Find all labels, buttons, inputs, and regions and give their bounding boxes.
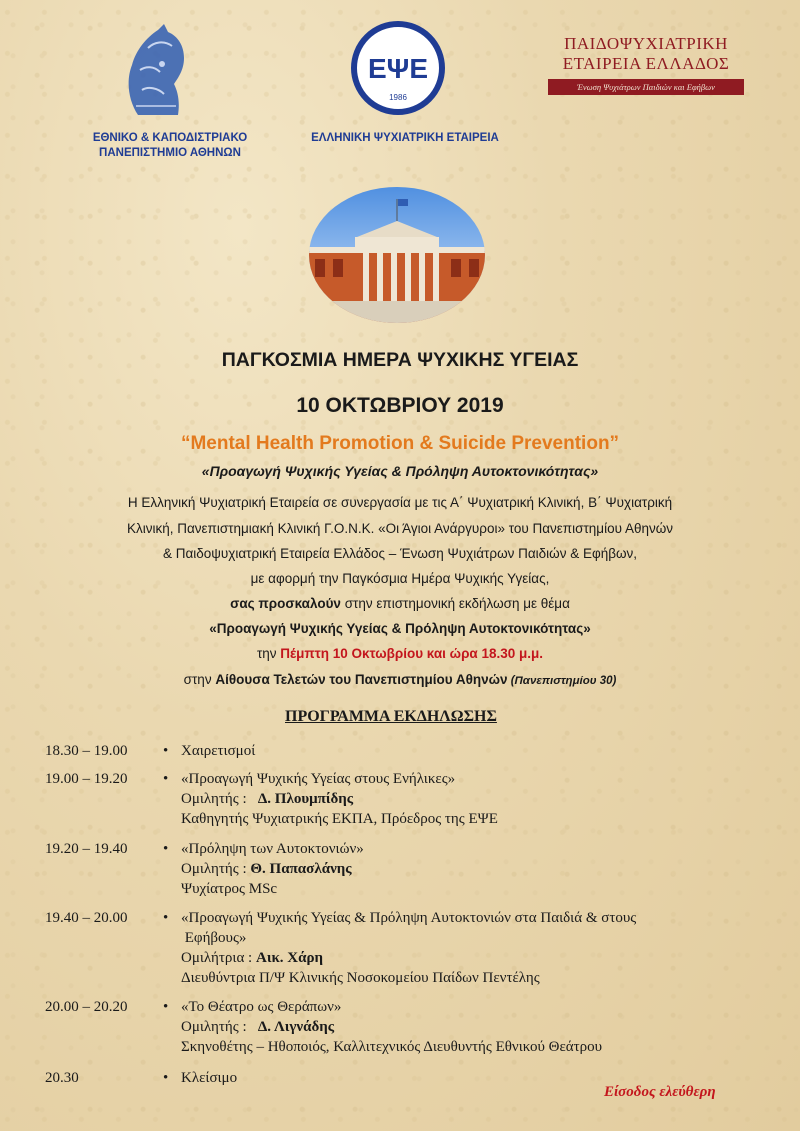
intro-line-3: & Παιδοψυχιατρική Εταιρεία Ελλάδος – Ένωση Ψυχιάτρων Παιδιών & Εφήβων, <box>162 546 638 561</box>
pp-band: Ένωση Ψυχιάτρων Παιδιών και Εφήβων <box>548 79 744 95</box>
event-datetime: Πέμπτη 10 Οκτωβρίου και ώρα 18.30 μ.μ. <box>280 646 544 661</box>
eps-logo-letters: ΕΨΕ <box>367 53 429 84</box>
program-time: 19.40 – 20.00 <box>45 910 128 926</box>
program-time: 18.30 – 19.00 <box>45 743 128 759</box>
child-psychiatric-society-logo <box>548 34 744 95</box>
bullet: • <box>163 1070 169 1086</box>
pp-line1: ΠΑΙΔΟΨΥΧΙΑΤΡΙΚΗ <box>564 34 728 53</box>
eps-logo <box>350 20 446 116</box>
speaker-label: Ομιλητής : <box>181 861 251 877</box>
program-topic: Χαιρετισμοί <box>181 743 256 759</box>
university-building-image <box>307 185 487 325</box>
eps-name: ΕΛΛΗΝΙΚΗ ΨΥΧΙΑΤΡΙΚΗ ΕΤΑΙΡΕΙΑ <box>311 132 499 144</box>
program-topic-cont: Εφήβους» <box>181 930 247 946</box>
intro-line-6: «Προαγωγή Ψυχικής Υγείας & Πρόληψη Αυτοκτονικότητας» <box>209 621 591 636</box>
speaker-role: Διευθύντρια Π/Ψ Κλινικής Νοσοκομείου Παίδων Πεντέλης <box>181 970 540 986</box>
program-topic: «Πρόληψη των Αυτοκτονιών» <box>181 841 364 857</box>
speaker-label: Ομιλητής : <box>181 791 258 807</box>
bullet: • <box>163 743 169 759</box>
program-topic: «Προαγωγή Ψυχικής Υγείας & Πρόληψη Αυτοκτονιών στα Παιδιά & στους <box>181 910 637 926</box>
athena-head-logo <box>118 20 192 120</box>
venue: Αίθουσα Τελετών του Πανεπιστημίου Αθηνών <box>215 672 508 687</box>
university-name <box>70 131 270 161</box>
intro-line-8 <box>0 667 800 694</box>
speaker-label: Ομιλητής : <box>181 1019 258 1035</box>
speaker-name: Δ. Λιγνάδης <box>257 1019 335 1035</box>
intro-line-5 <box>0 591 800 617</box>
program-time: 19.20 – 19.40 <box>45 841 128 857</box>
eps-logo-year: 1986 <box>389 93 407 102</box>
event-theme-greek: «Προαγωγή Ψυχικής Υγείας & Πρόληψη Αυτοκτονικότητας» <box>201 463 599 479</box>
intro-line-7 <box>0 641 800 667</box>
free-entry-note: Είσοδος ελεύθερη <box>604 1084 716 1100</box>
program-time: 20.00 – 20.20 <box>45 999 128 1015</box>
event-title: ΠΑΓΚΟΣΜΙΑ ΗΜΕΡΑ ΨΥΧΙΚΗΣ ΥΓΕΙΑΣ <box>221 349 579 371</box>
speaker-role: Ψυχίατρος MSc <box>181 881 278 897</box>
program-speaker <box>181 789 771 809</box>
program-speaker <box>181 859 771 879</box>
program-speaker <box>181 1017 771 1037</box>
program-speaker <box>181 948 771 968</box>
event-date: 10 ΟΚΤΩΒΡΙΟΥ 2019 <box>296 394 504 417</box>
program-topic: «Το Θέατρο ως Θεράπων» <box>181 999 342 1015</box>
date-prefix: την <box>256 646 281 661</box>
program-topic: «Προαγωγή Ψυχικής Υγείας στους Ενήλικες» <box>181 771 456 787</box>
speaker-role: Καθηγητής Ψυχιατρικής ΕΚΠΑ, Πρόεδρος της ΕΨΕ <box>181 811 498 827</box>
venue-prefix: στην <box>183 672 216 687</box>
bullet: • <box>163 999 169 1015</box>
intro-line-2: Κλινική, Πανεπιστημιακή Κλινική Γ.Ο.Ν.Κ. «Οι Άγιοι Ανάργυροι» του Πανεπιστημίου Αθηνών <box>126 521 674 536</box>
invite-verb: σας προσκαλούν <box>230 596 341 611</box>
bullet: • <box>163 910 169 926</box>
program-topic: Κλείσιμο <box>181 1070 238 1086</box>
event-theme-english: “Mental Health Promotion & Suicide Prevention” <box>180 433 620 454</box>
bullet: • <box>163 771 169 787</box>
speaker-name: Αικ. Χάρη <box>255 950 324 966</box>
intro-line-4: με αφορμή την Παγκόσμια Ημέρα Ψυχικής Υγείας, <box>250 571 550 586</box>
speaker-name: Δ. Πλουμπίδης <box>257 791 354 807</box>
speaker-role: Σκηνοθέτης – Ηθοποιός, Καλλιτεχνικός Διευθυντής Εθνικού Θεάτρου <box>181 1039 603 1055</box>
pp-line2: ΕΤΑΙΡΕΙΑ ΕΛΛΑΔΟΣ <box>562 54 730 73</box>
speaker-label: Ομιλήτρια : <box>181 950 256 966</box>
intro-line-1: Η Ελληνική Ψυχιατρική Εταιρεία σε συνεργασία με τις Α΄ Ψυχιατρική Κλινική, Β΄ Ψυχιατρική <box>127 495 673 510</box>
university-name-line1: ΕΘΝΙΚΟ & ΚΑΠΟΔΙΣΤΡΙΑΚΟ <box>92 132 248 144</box>
venue-address: (Πανεπιστημίου 30) <box>507 675 617 687</box>
program-time: 20.30 <box>45 1070 79 1086</box>
university-name-line2: ΠΑΝΕΠΙΣΤΗΜΙΟ ΑΘΗΝΩΝ <box>99 147 241 159</box>
program-title: ΠΡΟΓΡΑΜΜΑ ΕΚΔΗΛΩΣΗΣ <box>285 708 497 725</box>
program-time: 19.00 – 19.20 <box>45 771 128 787</box>
speaker-name: Θ. Παπασλάνης <box>250 861 352 877</box>
bullet: • <box>163 841 169 857</box>
invite-rest: στην επιστημονική εκδήλωση με θέμα <box>340 596 570 611</box>
